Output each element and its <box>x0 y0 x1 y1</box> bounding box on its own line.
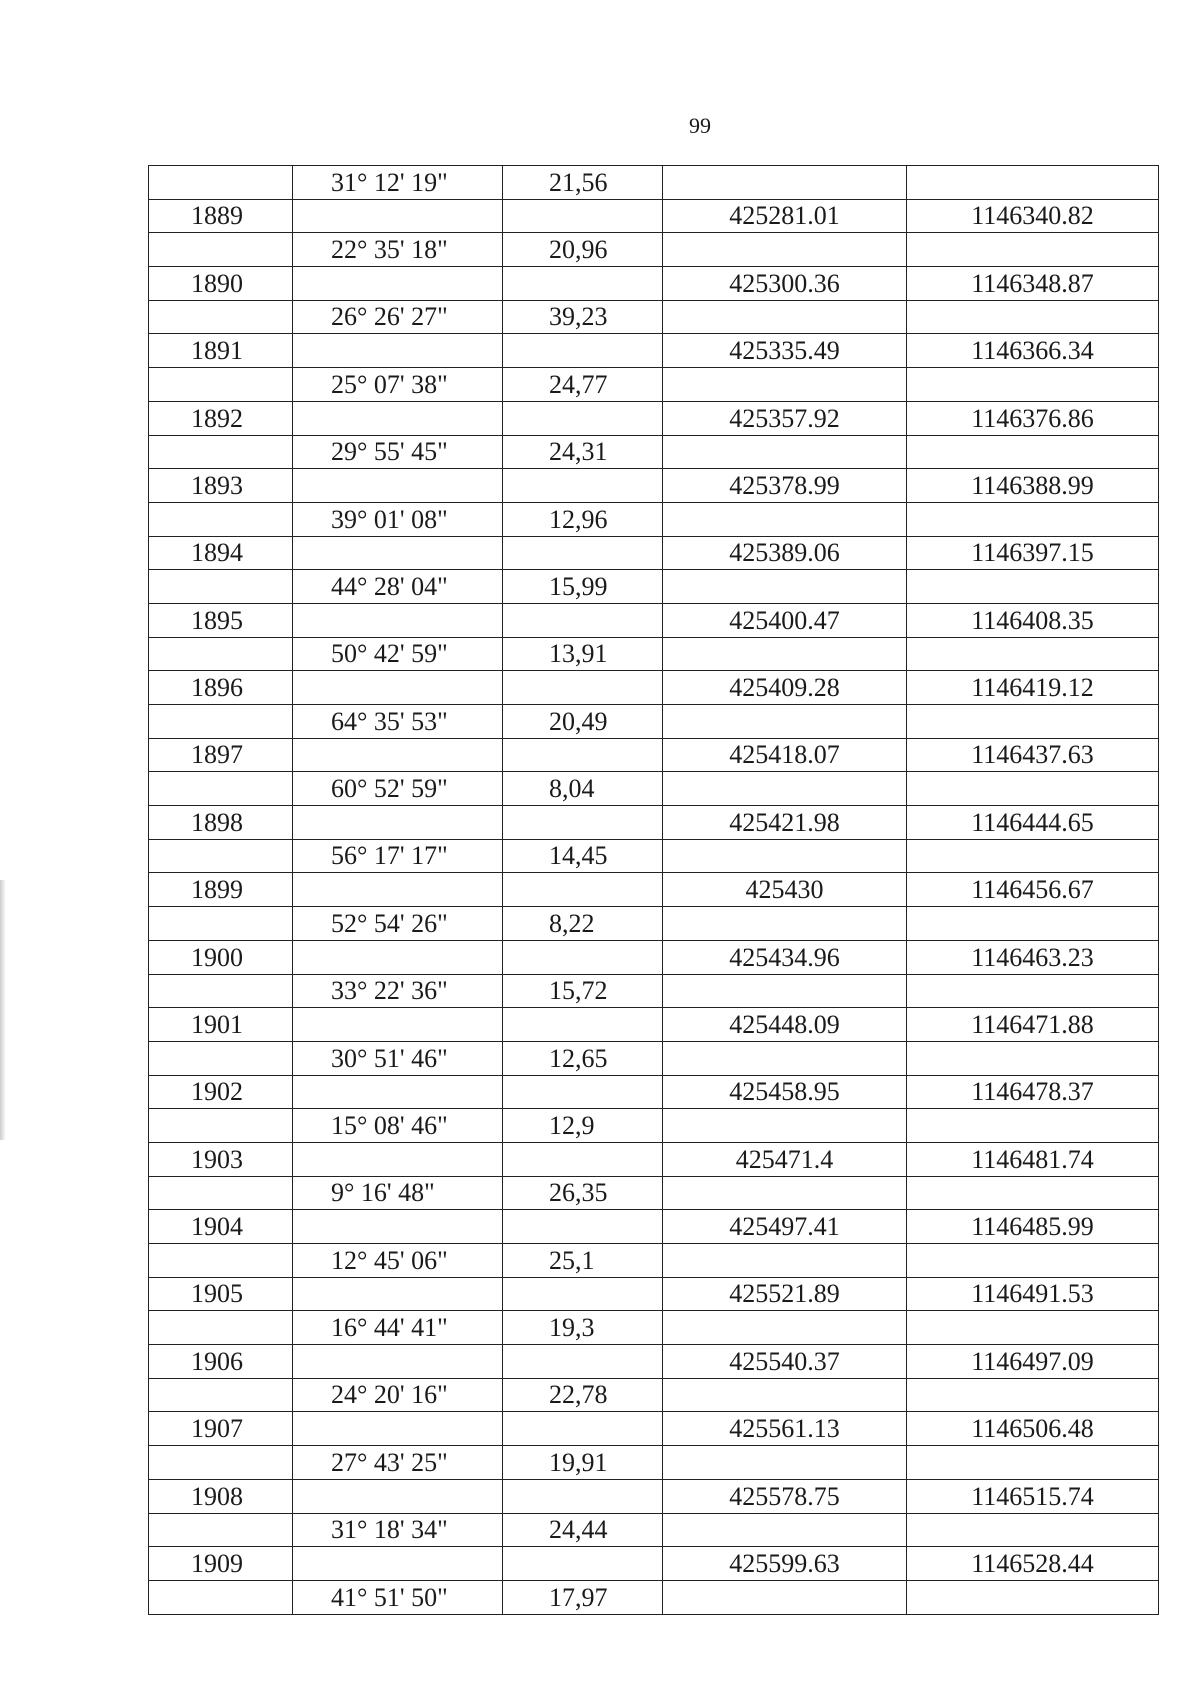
table-row <box>149 940 1159 974</box>
direction-angle-cell: 9° 16' 48" <box>293 1176 503 1210</box>
y-coordinate-cell <box>907 772 1159 806</box>
point-number-cell: 1901 <box>149 1008 293 1042</box>
distance-cell <box>503 671 663 705</box>
point-number-cell: 1907 <box>149 1412 293 1446</box>
y-coordinate-cell: 1146478.37 <box>907 1075 1159 1109</box>
x-coordinate-cell: 425418.07 <box>663 738 907 772</box>
point-number-cell <box>149 1176 293 1210</box>
distance-cell: 19,3 <box>503 1311 663 1345</box>
table-row <box>149 469 1159 503</box>
x-coordinate-cell: 425400.47 <box>663 603 907 637</box>
direction-angle-cell: 50° 42' 59" <box>293 637 503 671</box>
table-row <box>149 637 1159 671</box>
point-number-cell: 1889 <box>149 199 293 233</box>
y-coordinate-cell <box>907 637 1159 671</box>
direction-angle-cell <box>293 469 503 503</box>
y-coordinate-cell: 1146419.12 <box>907 671 1159 705</box>
distance-cell: 8,04 <box>503 772 663 806</box>
x-coordinate-cell <box>663 1446 907 1480</box>
x-coordinate-cell <box>663 705 907 739</box>
direction-angle-cell <box>293 1345 503 1379</box>
y-coordinate-cell <box>907 1244 1159 1278</box>
table-row <box>149 435 1159 469</box>
table-row <box>149 705 1159 739</box>
y-coordinate-cell <box>907 1311 1159 1345</box>
direction-angle-cell: 25° 07' 38" <box>293 368 503 402</box>
y-coordinate-cell: 1146471.88 <box>907 1008 1159 1042</box>
table-row <box>149 233 1159 267</box>
table-row <box>149 267 1159 301</box>
direction-angle-cell <box>293 401 503 435</box>
distance-cell <box>503 401 663 435</box>
x-coordinate-cell <box>663 907 907 941</box>
distance-cell <box>503 1479 663 1513</box>
distance-cell <box>503 1210 663 1244</box>
distance-cell <box>503 738 663 772</box>
table-row <box>149 536 1159 570</box>
y-coordinate-cell <box>907 166 1159 200</box>
x-coordinate-cell <box>663 502 907 536</box>
distance-cell <box>503 1412 663 1446</box>
point-number-cell <box>149 1311 293 1345</box>
point-number-cell: 1891 <box>149 334 293 368</box>
y-coordinate-cell: 1146444.65 <box>907 806 1159 840</box>
x-coordinate-cell: 425458.95 <box>663 1075 907 1109</box>
y-coordinate-cell: 1146515.74 <box>907 1479 1159 1513</box>
distance-cell: 24,44 <box>503 1513 663 1547</box>
point-number-cell: 1898 <box>149 806 293 840</box>
table-row <box>149 300 1159 334</box>
x-coordinate-cell <box>663 1513 907 1547</box>
direction-angle-cell <box>293 940 503 974</box>
y-coordinate-cell <box>907 1446 1159 1480</box>
table-row <box>149 603 1159 637</box>
direction-angle-cell: 31° 18' 34" <box>293 1513 503 1547</box>
y-coordinate-cell: 1146388.99 <box>907 469 1159 503</box>
direction-angle-cell: 30° 51' 46" <box>293 1041 503 1075</box>
y-coordinate-cell: 1146481.74 <box>907 1142 1159 1176</box>
point-number-cell: 1895 <box>149 603 293 637</box>
direction-angle-cell: 29° 55' 45" <box>293 435 503 469</box>
distance-cell: 24,31 <box>503 435 663 469</box>
x-coordinate-cell <box>663 1176 907 1210</box>
direction-angle-cell <box>293 806 503 840</box>
direction-angle-cell <box>293 738 503 772</box>
point-number-cell <box>149 1513 293 1547</box>
x-coordinate-cell <box>663 772 907 806</box>
x-coordinate-cell: 425421.98 <box>663 806 907 840</box>
x-coordinate-cell: 425497.41 <box>663 1210 907 1244</box>
distance-cell: 12,96 <box>503 502 663 536</box>
point-number-cell: 1904 <box>149 1210 293 1244</box>
distance-cell <box>503 1142 663 1176</box>
direction-angle-cell <box>293 1142 503 1176</box>
point-number-cell <box>149 233 293 267</box>
distance-cell: 12,9 <box>503 1109 663 1143</box>
x-coordinate-cell: 425540.37 <box>663 1345 907 1379</box>
y-coordinate-cell <box>907 907 1159 941</box>
direction-angle-cell: 31° 12' 19" <box>293 166 503 200</box>
x-coordinate-cell <box>663 435 907 469</box>
point-number-cell <box>149 637 293 671</box>
point-number-cell <box>149 166 293 200</box>
x-coordinate-cell: 425578.75 <box>663 1479 907 1513</box>
x-coordinate-cell: 425434.96 <box>663 940 907 974</box>
x-coordinate-cell: 425521.89 <box>663 1277 907 1311</box>
table-row <box>149 334 1159 368</box>
direction-angle-cell: 27° 43' 25" <box>293 1446 503 1480</box>
direction-angle-cell: 44° 28' 04" <box>293 570 503 604</box>
table-row <box>149 1075 1159 1109</box>
y-coordinate-cell <box>907 435 1159 469</box>
distance-cell <box>503 1277 663 1311</box>
x-coordinate-cell: 425378.99 <box>663 469 907 503</box>
distance-cell: 13,91 <box>503 637 663 671</box>
x-coordinate-cell <box>663 1041 907 1075</box>
table-row <box>149 1277 1159 1311</box>
x-coordinate-cell: 425448.09 <box>663 1008 907 1042</box>
distance-cell: 22,78 <box>503 1378 663 1412</box>
y-coordinate-cell <box>907 1176 1159 1210</box>
table-row <box>149 772 1159 806</box>
point-number-cell: 1899 <box>149 873 293 907</box>
direction-angle-cell: 64° 35' 53" <box>293 705 503 739</box>
table-row <box>149 502 1159 536</box>
table-row <box>149 1041 1159 1075</box>
point-number-cell <box>149 907 293 941</box>
y-coordinate-cell <box>907 705 1159 739</box>
point-number-cell: 1906 <box>149 1345 293 1379</box>
x-coordinate-cell <box>663 233 907 267</box>
coordinates-table <box>148 165 1159 1615</box>
direction-angle-cell <box>293 267 503 301</box>
table-row <box>149 1210 1159 1244</box>
table-row <box>149 806 1159 840</box>
y-coordinate-cell: 1146397.15 <box>907 536 1159 570</box>
y-coordinate-cell <box>907 570 1159 604</box>
x-coordinate-cell <box>663 166 907 200</box>
x-coordinate-cell: 425300.36 <box>663 267 907 301</box>
point-number-cell: 1890 <box>149 267 293 301</box>
direction-angle-cell <box>293 1075 503 1109</box>
direction-angle-cell <box>293 199 503 233</box>
distance-cell <box>503 1547 663 1581</box>
direction-angle-cell: 56° 17' 17" <box>293 839 503 873</box>
point-number-cell <box>149 300 293 334</box>
y-coordinate-cell <box>907 300 1159 334</box>
table-row <box>149 1244 1159 1278</box>
x-coordinate-cell <box>663 570 907 604</box>
y-coordinate-cell: 1146463.23 <box>907 940 1159 974</box>
table-row <box>149 907 1159 941</box>
x-coordinate-cell <box>663 1244 907 1278</box>
direction-angle-cell <box>293 1277 503 1311</box>
point-number-cell <box>149 839 293 873</box>
distance-cell: 39,23 <box>503 300 663 334</box>
table-row <box>149 738 1159 772</box>
point-number-cell <box>149 1244 293 1278</box>
x-coordinate-cell <box>663 1580 907 1614</box>
point-number-cell: 1902 <box>149 1075 293 1109</box>
point-number-cell <box>149 368 293 402</box>
table-row <box>149 1412 1159 1446</box>
y-coordinate-cell: 1146456.67 <box>907 873 1159 907</box>
direction-angle-cell <box>293 1547 503 1581</box>
table-row <box>149 1176 1159 1210</box>
y-coordinate-cell <box>907 1580 1159 1614</box>
x-coordinate-cell: 425281.01 <box>663 199 907 233</box>
x-coordinate-cell: 425357.92 <box>663 401 907 435</box>
point-number-cell <box>149 502 293 536</box>
distance-cell: 21,56 <box>503 166 663 200</box>
direction-angle-cell: 41° 51' 50" <box>293 1580 503 1614</box>
table-row <box>149 839 1159 873</box>
table-row <box>149 671 1159 705</box>
distance-cell <box>503 334 663 368</box>
y-coordinate-cell <box>907 368 1159 402</box>
distance-cell: 25,1 <box>503 1244 663 1278</box>
y-coordinate-cell: 1146437.63 <box>907 738 1159 772</box>
y-coordinate-cell <box>907 502 1159 536</box>
table-row <box>149 1311 1159 1345</box>
distance-cell: 15,72 <box>503 974 663 1008</box>
x-coordinate-cell <box>663 637 907 671</box>
point-number-cell <box>149 570 293 604</box>
direction-angle-cell <box>293 1412 503 1446</box>
direction-angle-cell <box>293 1479 503 1513</box>
y-coordinate-cell: 1146506.48 <box>907 1412 1159 1446</box>
y-coordinate-cell <box>907 1513 1159 1547</box>
direction-angle-cell: 26° 26' 27" <box>293 300 503 334</box>
y-coordinate-cell <box>907 1378 1159 1412</box>
x-coordinate-cell: 425430 <box>663 873 907 907</box>
direction-angle-cell: 24° 20' 16" <box>293 1378 503 1412</box>
table-row <box>149 1513 1159 1547</box>
x-coordinate-cell <box>663 839 907 873</box>
y-coordinate-cell: 1146491.53 <box>907 1277 1159 1311</box>
y-coordinate-cell: 1146376.86 <box>907 401 1159 435</box>
x-coordinate-cell <box>663 300 907 334</box>
distance-cell <box>503 806 663 840</box>
direction-angle-cell: 12° 45' 06" <box>293 1244 503 1278</box>
direction-angle-cell: 16° 44' 41" <box>293 1311 503 1345</box>
distance-cell <box>503 1345 663 1379</box>
y-coordinate-cell: 1146528.44 <box>907 1547 1159 1581</box>
table-row <box>149 570 1159 604</box>
x-coordinate-cell: 425561.13 <box>663 1412 907 1446</box>
table-row <box>149 401 1159 435</box>
point-number-cell <box>149 1446 293 1480</box>
direction-angle-cell <box>293 873 503 907</box>
point-number-cell <box>149 1580 293 1614</box>
table-row <box>149 1345 1159 1379</box>
direction-angle-cell <box>293 536 503 570</box>
distance-cell: 20,49 <box>503 705 663 739</box>
scan-edge-shadow <box>0 880 6 1140</box>
distance-cell: 20,96 <box>503 233 663 267</box>
point-number-cell <box>149 1109 293 1143</box>
point-number-cell: 1894 <box>149 536 293 570</box>
distance-cell <box>503 267 663 301</box>
distance-cell: 15,99 <box>503 570 663 604</box>
point-number-cell: 1892 <box>149 401 293 435</box>
page-number: 99 <box>689 113 711 138</box>
x-coordinate-cell: 425335.49 <box>663 334 907 368</box>
x-coordinate-cell <box>663 974 907 1008</box>
direction-angle-cell <box>293 671 503 705</box>
distance-cell: 8,22 <box>503 907 663 941</box>
point-number-cell <box>149 772 293 806</box>
table-row <box>149 368 1159 402</box>
y-coordinate-cell <box>907 974 1159 1008</box>
point-number-cell <box>149 705 293 739</box>
y-coordinate-cell: 1146408.35 <box>907 603 1159 637</box>
table-row <box>149 1142 1159 1176</box>
direction-angle-cell: 52° 54' 26" <box>293 907 503 941</box>
distance-cell <box>503 536 663 570</box>
point-number-cell <box>149 435 293 469</box>
direction-angle-cell <box>293 603 503 637</box>
y-coordinate-cell <box>907 233 1159 267</box>
direction-angle-cell <box>293 1210 503 1244</box>
x-coordinate-cell: 425471.4 <box>663 1142 907 1176</box>
direction-angle-cell <box>293 334 503 368</box>
table-row <box>149 1547 1159 1581</box>
table-row <box>149 974 1159 1008</box>
distance-cell <box>503 1008 663 1042</box>
point-number-cell <box>149 1378 293 1412</box>
y-coordinate-cell: 1146497.09 <box>907 1345 1159 1379</box>
distance-cell <box>503 873 663 907</box>
distance-cell: 24,77 <box>503 368 663 402</box>
y-coordinate-cell: 1146366.34 <box>907 334 1159 368</box>
distance-cell <box>503 199 663 233</box>
point-number-cell: 1908 <box>149 1479 293 1513</box>
x-coordinate-cell <box>663 1311 907 1345</box>
table-row <box>149 1580 1159 1614</box>
direction-angle-cell: 39° 01' 08" <box>293 502 503 536</box>
coordinates-table-body <box>149 166 1159 1615</box>
direction-angle-cell: 15° 08' 46" <box>293 1109 503 1143</box>
point-number-cell: 1893 <box>149 469 293 503</box>
distance-cell <box>503 1075 663 1109</box>
y-coordinate-cell <box>907 1041 1159 1075</box>
point-number-cell: 1896 <box>149 671 293 705</box>
table-row <box>149 1479 1159 1513</box>
y-coordinate-cell <box>907 1109 1159 1143</box>
x-coordinate-cell: 425409.28 <box>663 671 907 705</box>
x-coordinate-cell <box>663 368 907 402</box>
distance-cell <box>503 469 663 503</box>
point-number-cell: 1903 <box>149 1142 293 1176</box>
table-row <box>149 873 1159 907</box>
table-row <box>149 199 1159 233</box>
x-coordinate-cell: 425599.63 <box>663 1547 907 1581</box>
x-coordinate-cell: 425389.06 <box>663 536 907 570</box>
point-number-cell <box>149 1041 293 1075</box>
table-row <box>149 1446 1159 1480</box>
x-coordinate-cell <box>663 1109 907 1143</box>
x-coordinate-cell <box>663 1378 907 1412</box>
point-number-cell: 1905 <box>149 1277 293 1311</box>
direction-angle-cell: 60° 52' 59" <box>293 772 503 806</box>
point-number-cell: 1900 <box>149 940 293 974</box>
y-coordinate-cell: 1146485.99 <box>907 1210 1159 1244</box>
y-coordinate-cell <box>907 839 1159 873</box>
distance-cell: 26,35 <box>503 1176 663 1210</box>
table-row <box>149 1378 1159 1412</box>
distance-cell <box>503 603 663 637</box>
distance-cell: 19,91 <box>503 1446 663 1480</box>
point-number-cell: 1897 <box>149 738 293 772</box>
direction-angle-cell <box>293 1008 503 1042</box>
table-row <box>149 166 1159 200</box>
direction-angle-cell: 33° 22' 36" <box>293 974 503 1008</box>
y-coordinate-cell: 1146340.82 <box>907 199 1159 233</box>
point-number-cell: 1909 <box>149 1547 293 1581</box>
direction-angle-cell: 22° 35' 18" <box>293 233 503 267</box>
point-number-cell <box>149 974 293 1008</box>
table-row <box>149 1109 1159 1143</box>
distance-cell: 12,65 <box>503 1041 663 1075</box>
distance-cell: 14,45 <box>503 839 663 873</box>
y-coordinate-cell: 1146348.87 <box>907 267 1159 301</box>
distance-cell: 17,97 <box>503 1580 663 1614</box>
table-row <box>149 1008 1159 1042</box>
distance-cell <box>503 940 663 974</box>
